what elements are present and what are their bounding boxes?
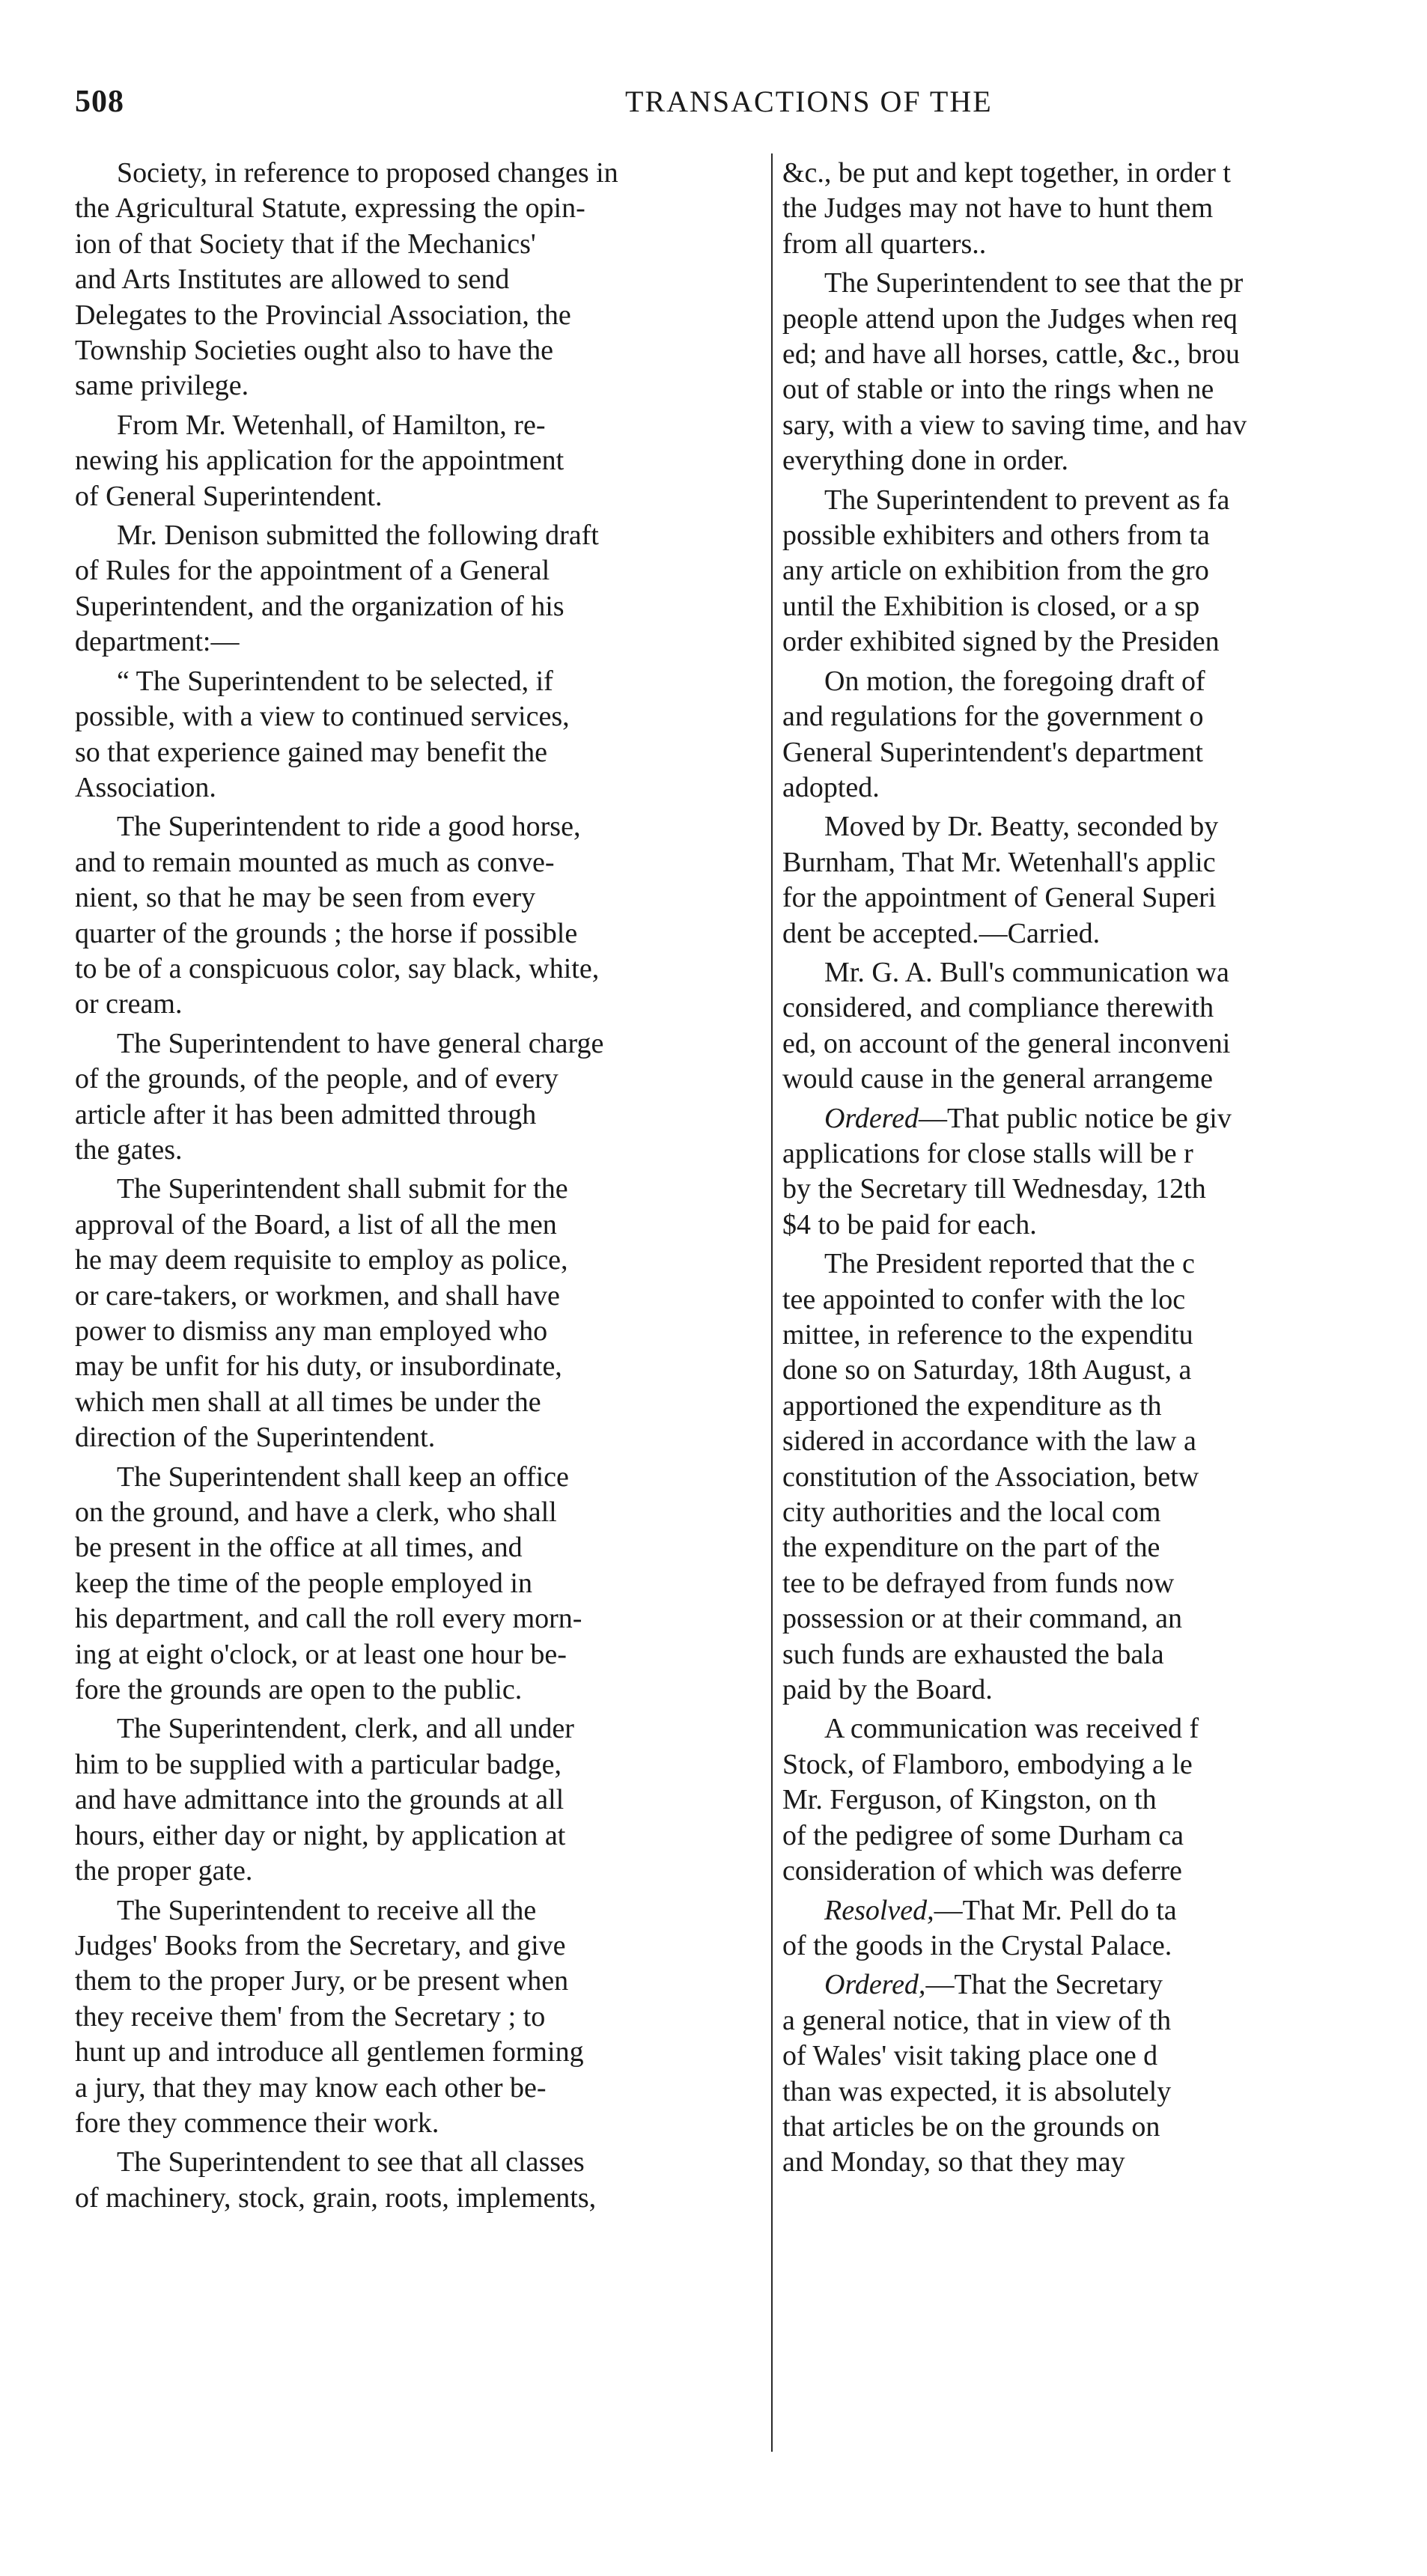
left-column-paragraph <box>75 518 764 660</box>
text-line: than was expected, it is absolutely <box>782 2075 1172 2107</box>
text-line: From Mr. Wetenhall, of Hamilton, re- <box>117 409 546 441</box>
left-column-paragraph <box>75 809 764 1022</box>
text-line: Association. <box>75 771 216 803</box>
text-line: Delegates to the Provincial Association, the <box>75 299 571 331</box>
text-line: The Superintendent, clerk, and all under <box>117 1713 574 1745</box>
line-text: —That the Secretary <box>925 1969 1163 2001</box>
text-line: adopted. <box>782 771 880 803</box>
text-line: a jury, that they may know each other be- <box>75 2071 547 2104</box>
text-line <box>782 1101 1353 1136</box>
text-line: of Wales' visit taking place one d <box>782 2040 1158 2072</box>
text-line: keep the time of the people employed in <box>75 1567 532 1599</box>
text-line: The Superintendent to see that the pr <box>824 267 1244 299</box>
text-line: mittee, in reference to the expenditu <box>782 1319 1193 1351</box>
text-line: newing his application for the appointment <box>75 445 565 477</box>
right-column-paragraph <box>782 1711 1353 1889</box>
text-line: On motion, the foregoing draft of <box>824 665 1205 697</box>
text-line: done so on Saturday, 18th August, a <box>782 1354 1192 1386</box>
text-line: so that experience gained may benefit the <box>75 736 547 768</box>
right-column-paragraph <box>782 664 1353 806</box>
text-line: ion of that Society that if the Mechanics' <box>75 228 536 260</box>
text-line: The Superintendent to have general charge <box>117 1027 604 1059</box>
right-column-paragraph <box>782 1967 1353 2180</box>
text-line: hunt up and introduce all gentlemen forming <box>75 2036 584 2068</box>
text-line: Moved by Dr. Beatty, seconded by <box>824 811 1219 843</box>
text-line: $4 to be paid for each. <box>782 1208 1037 1240</box>
text-line: of machinery, stock, grain, roots, implements, <box>75 2181 597 2214</box>
text-line: A communication was received f <box>824 1713 1199 1745</box>
left-column-paragraph <box>75 408 764 514</box>
text-line: Mr. Denison submitted the following draft <box>117 520 599 552</box>
text-line: that articles be on the grounds on <box>782 2110 1160 2143</box>
left-column <box>75 156 764 2220</box>
text-line: out of stable or into the rings when ne <box>782 374 1214 406</box>
left-column-paragraph <box>75 1460 764 1708</box>
text-line: the Judges may not have to hunt them <box>782 192 1214 225</box>
text-line: The President reported that the c <box>824 1248 1195 1280</box>
text-line: possible, with a view to continued services, <box>75 701 570 733</box>
right-column-paragraph <box>782 1246 1353 1708</box>
text-line: Township Societies ought also to have the <box>75 335 554 367</box>
right-column-paragraph <box>782 809 1353 951</box>
left-column-paragraph <box>75 1893 764 2142</box>
right-column-paragraph <box>782 1893 1353 1964</box>
text-line: sary, with a view to saving time, and hav <box>782 409 1247 441</box>
text-line: ed, on account of the general inconveni <box>782 1027 1231 1059</box>
left-column-paragraph <box>75 1711 764 1889</box>
left-column-paragraph <box>75 1026 764 1169</box>
text-line: The Superintendent shall submit for the <box>117 1173 568 1205</box>
text-line: fore they commence their work. <box>75 2107 439 2139</box>
text-line: of the pedigree of some Durham ca <box>782 1819 1184 1851</box>
text-line: dent be accepted.—Carried. <box>782 917 1101 949</box>
text-line: such funds are exhausted the bala <box>782 1638 1164 1670</box>
text-line: quarter of the grounds ; the horse if possible <box>75 917 578 949</box>
text-line: approval of the Board, a list of all the men <box>75 1208 557 1240</box>
italic-lead-word: Resolved, <box>824 1894 934 1926</box>
text-line: constitution of the Association, betw <box>782 1461 1199 1493</box>
text-line: everything done in order. <box>782 445 1069 477</box>
text-line: considered, and compliance therewith <box>782 992 1214 1024</box>
text-line: a general notice, that in view of th <box>782 2004 1172 2036</box>
text-line: tee to be defrayed from funds now <box>782 1567 1175 1599</box>
text-line: from all quarters.. <box>782 228 987 260</box>
italic-lead-word: Ordered <box>824 1102 919 1134</box>
text-line: the Agricultural Statute, expressing the opin- <box>75 192 585 225</box>
italic-lead-word: Ordered, <box>824 1969 926 2001</box>
text-line: ing at eight o'clock, or at least one hour be- <box>75 1638 567 1670</box>
text-line: or care-takers, or workmen, and shall have <box>75 1279 560 1312</box>
text-line: which men shall at all times be under the <box>75 1386 541 1418</box>
text-line: tee appointed to confer with the loc <box>782 1283 1186 1315</box>
text-line: of Rules for the appointment of a General <box>75 555 550 587</box>
right-column-paragraph <box>782 266 1353 478</box>
text-line: Burnham, That Mr. Wetenhall's applic <box>782 846 1216 878</box>
text-line: or cream. <box>75 988 183 1020</box>
text-line: The Superintendent to ride a good horse, <box>117 811 581 843</box>
text-line: Judges' Books from the Secretary, and give <box>75 1929 566 1961</box>
text-line: may be unfit for his duty, or insubordinate, <box>75 1351 562 1383</box>
text-line: him to be supplied with a particular badge, <box>75 1748 562 1780</box>
text-line: power to dismiss any man employed who <box>75 1315 548 1347</box>
right-column-paragraph <box>782 483 1353 660</box>
text-line: Superintendent, and the organization of his <box>75 590 565 622</box>
right-column <box>782 156 1353 2184</box>
line-text: —That public notice be giv <box>918 1102 1232 1134</box>
text-line <box>782 1967 1353 2003</box>
text-line: and Monday, so that they may <box>782 2146 1125 2178</box>
text-line: and have admittance into the grounds at all <box>75 1784 565 1816</box>
text-line: until the Exhibition is closed, or a sp <box>782 590 1200 622</box>
text-line: ed; and have all horses, cattle, &c., brou <box>782 338 1240 371</box>
text-line: the expenditure on the part of the <box>782 1532 1160 1564</box>
text-line: consideration of which was deferre <box>782 1855 1182 1887</box>
text-line: order exhibited signed by the Presiden <box>782 626 1220 658</box>
text-line: “ The Superintendent to be selected, if <box>117 665 553 697</box>
text-line: The Superintendent to prevent as fa <box>824 484 1230 516</box>
text-line: be present in the office at all times, and <box>75 1532 523 1564</box>
text-line: Society, in reference to proposed changes in <box>117 157 618 189</box>
text-line: department:— <box>75 626 240 658</box>
text-line: paid by the Board. <box>782 1674 993 1706</box>
text-line: people attend upon the Judges when req <box>782 302 1238 335</box>
text-line: same privilege. <box>75 370 249 402</box>
text-line: and to remain mounted as much as conve- <box>75 846 555 878</box>
text-line: &c., be put and kept together, in order t <box>782 157 1231 189</box>
text-line: Mr. G. A. Bull's communication wa <box>824 956 1229 988</box>
text-line: possible exhibiters and others from ta <box>782 520 1210 552</box>
text-line: General Superintendent's department <box>782 736 1203 768</box>
line-text: —That Mr. Pell do ta <box>934 1894 1177 1926</box>
text-line: nient, so that he may be seen from every <box>75 882 536 914</box>
text-line: city authorities and the local com <box>782 1496 1161 1529</box>
text-line: the gates. <box>75 1133 183 1166</box>
left-column-paragraph <box>75 2145 764 2216</box>
text-line: apportioned the expenditure as th <box>782 1389 1162 1422</box>
right-column-paragraph <box>782 156 1353 262</box>
text-line: to be of a conspicuous color, say black, white, <box>75 952 600 984</box>
text-line: of General Superintendent. <box>75 480 383 512</box>
text-line: applications for close stalls will be r <box>782 1137 1193 1169</box>
left-column-paragraph <box>75 664 764 806</box>
text-line: would cause in the general arrangeme <box>782 1063 1214 1095</box>
text-line: hours, either day or night, by application at <box>75 1819 566 1851</box>
page-number: 508 <box>75 85 124 119</box>
text-line: any article on exhibition from the gro <box>782 555 1209 587</box>
text-line <box>782 1893 1353 1928</box>
text-line: of the grounds, of the people, and of every <box>75 1063 559 1095</box>
text-line: The Superintendent shall keep an office <box>117 1461 569 1493</box>
text-line: fore the grounds are open to the public. <box>75 1674 523 1706</box>
left-column-paragraph <box>75 1172 764 1455</box>
text-line: article after it has been admitted through <box>75 1098 537 1130</box>
column-divider <box>771 153 773 2452</box>
right-column-paragraph <box>782 1101 1353 1243</box>
text-line: by the Secretary till Wednesday, 12th <box>782 1173 1206 1205</box>
text-line: they receive them' from the Secretary ; to <box>75 2000 546 2033</box>
text-line: for the appointment of General Superi <box>782 882 1217 914</box>
page-header <box>75 84 1352 130</box>
text-line: direction of the Superintendent. <box>75 1422 436 1454</box>
text-line: his department, and call the roll every morn- <box>75 1603 582 1635</box>
text-line: The Superintendent to see that all classes <box>117 2146 585 2178</box>
text-line: The Superintendent to receive all the <box>117 1894 537 1926</box>
left-column-paragraph <box>75 156 764 404</box>
text-line: them to the proper Jury, or be present when <box>75 1965 569 1997</box>
text-line: and Arts Institutes are allowed to send <box>75 264 510 296</box>
text-line: he may deem requisite to employ as police, <box>75 1244 568 1276</box>
text-line: sidered in accordance with the law a <box>782 1425 1196 1458</box>
text-line: on the ground, and have a clerk, who shall <box>75 1496 557 1529</box>
text-line: Mr. Ferguson, of Kingston, on th <box>782 1784 1157 1816</box>
text-line: of the goods in the Crystal Palace. <box>782 1929 1172 1961</box>
right-column-paragraph <box>782 955 1353 1097</box>
running-head: TRANSACTIONS OF THE <box>625 85 993 118</box>
text-line: Stock, of Flamboro, embodying a le <box>782 1748 1193 1780</box>
text-line: the proper gate. <box>75 1855 253 1887</box>
text-line: possession or at their command, an <box>782 1603 1183 1635</box>
text-line: and regulations for the government o <box>782 701 1204 733</box>
